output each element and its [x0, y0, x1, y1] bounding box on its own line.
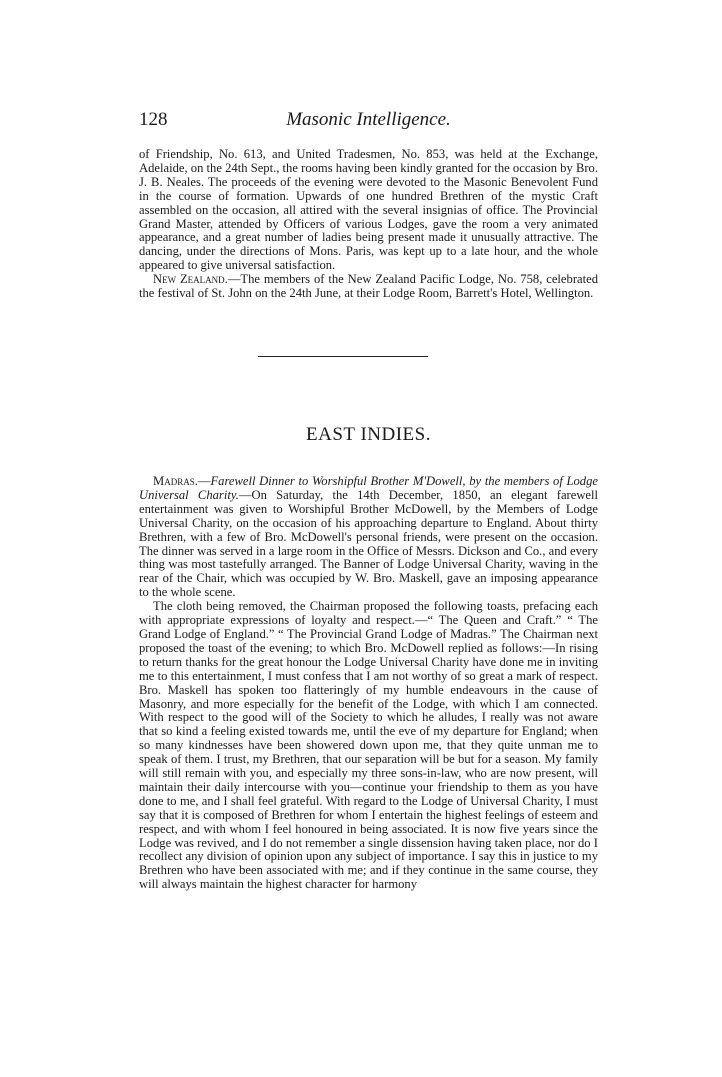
top-section — [139, 148, 598, 301]
madras-italic-heading: Farewell Dinner to Worshipful Brother M'Dowell, by the members of Lodge Universal Charity. — [139, 474, 598, 502]
paragraph-new-zealand — [139, 273, 598, 301]
section-title: EAST INDIES. — [306, 424, 431, 445]
paragraph-toasts: The cloth being removed, the Chairman proposed the following toasts, prefacing each with appropriate expressions of loyalty and respect.—“ The Queen and Craft.” “ The Grand Lodge of England.” “ The Provincial Grand Lodge of Madras.” The Chairman next proposed the toast of the evening; to which Bro. McDowell replied as follows:—In rising to return thanks for the great honour the Lodge Universal Charity have done me in inviting me to this entertainment, I must confess that I am not worthy of so great a mark of respect. Bro. Maskell has spoken too flatteringly of my humble endeavours in the cause of Masonry, and more especially for the benefit of the Lodge, with which I am connected. With respect to the good will of the Society to which he alludes, I really was not aware that so kind a feeling existed towards me, until the eve of my departure for England; when so many kindnesses have been showered down upon me, that they quite unman me to speak of them. I trust, my Brethren, that our separation will be but for a season. My family will still remain with you, and especially my three sons-in-law, who are now present, will maintain their daily intercourse with you—continue your friendship to them as you have done to me, and I shall feel grateful. With regard to the Lodge of Universal Charity, I must say that it is composed of Brethren for whom I entertain the highest feelings of esteem and respect, and with whom I feel honoured in being associated. It is now five years since the Lodge was revived, and I do not remember a single dissension having taken place, nor do I recollect any division of opinion upon any subject of importance. I say this in justice to my Brethren who have been associated with me; and if they continue in the same course, they will always maintain the highest character for harmony — [139, 599, 598, 892]
new-zealand-lead: New Zealand. — [153, 272, 228, 287]
madras-text: —On Saturday, the 14th December, 1850, an elegant farewell entertainment was given to Worshipful Brother McDowell, by the Members of Lodge Universal Charity, on the occasion of his approaching departure to England. About thirty Brethren, with a few of Bro. McDowell's personal friends, were present on the occasion. The dinner was served in a large room in the Office of Messrs. Dickson and Co., and every thing was most tastefully arranged. The Banner of Lodge Universal Charity, waving in the rear of the Chair, which was occupied by W. Bro. Maskell, gave an imposing appearance to the whole scene. — [139, 487, 598, 600]
page-header — [139, 109, 598, 137]
madras-lead: Madras. — [153, 474, 198, 488]
paragraph-madras — [139, 475, 598, 600]
running-head: Masonic Intelligence. — [286, 109, 451, 130]
page-number: 128 — [139, 109, 168, 130]
paragraph-adelaide: of Friendship, No. 613, and United Tradesmen, No. 853, was held at the Exchange, Adelaide, on the 24th Sept., the rooms having been kindly granted for the occasion by Bro. J. B. Neales. The proceeds of the evening were devoted to the Masonic Benevolent Fund in the course of formation. Upwards of one hundred Brethren of the mystic Craft assembled on the occasion, all attired with the several insignias of office. The Provincial Grand Master, attended by Officers of various Lodges, gave the room a very animated appearance, and a great number of ladies being present made it unusually attractive. The dancing, under the directions of Mons. Paris, was kept up to a late hour, and the whole appeared to give universal satisfaction. — [139, 147, 598, 273]
section-divider — [258, 356, 428, 357]
madras-dash: — — [197, 474, 211, 488]
east-indies-section — [139, 475, 598, 892]
new-zealand-text: —The members of the New Zealand Pacific Lodge, No. 758, celebrated the festival of St. John on the 24th June, at their Lodge Room, Barrett's Hotel, Wellington. — [139, 272, 598, 301]
